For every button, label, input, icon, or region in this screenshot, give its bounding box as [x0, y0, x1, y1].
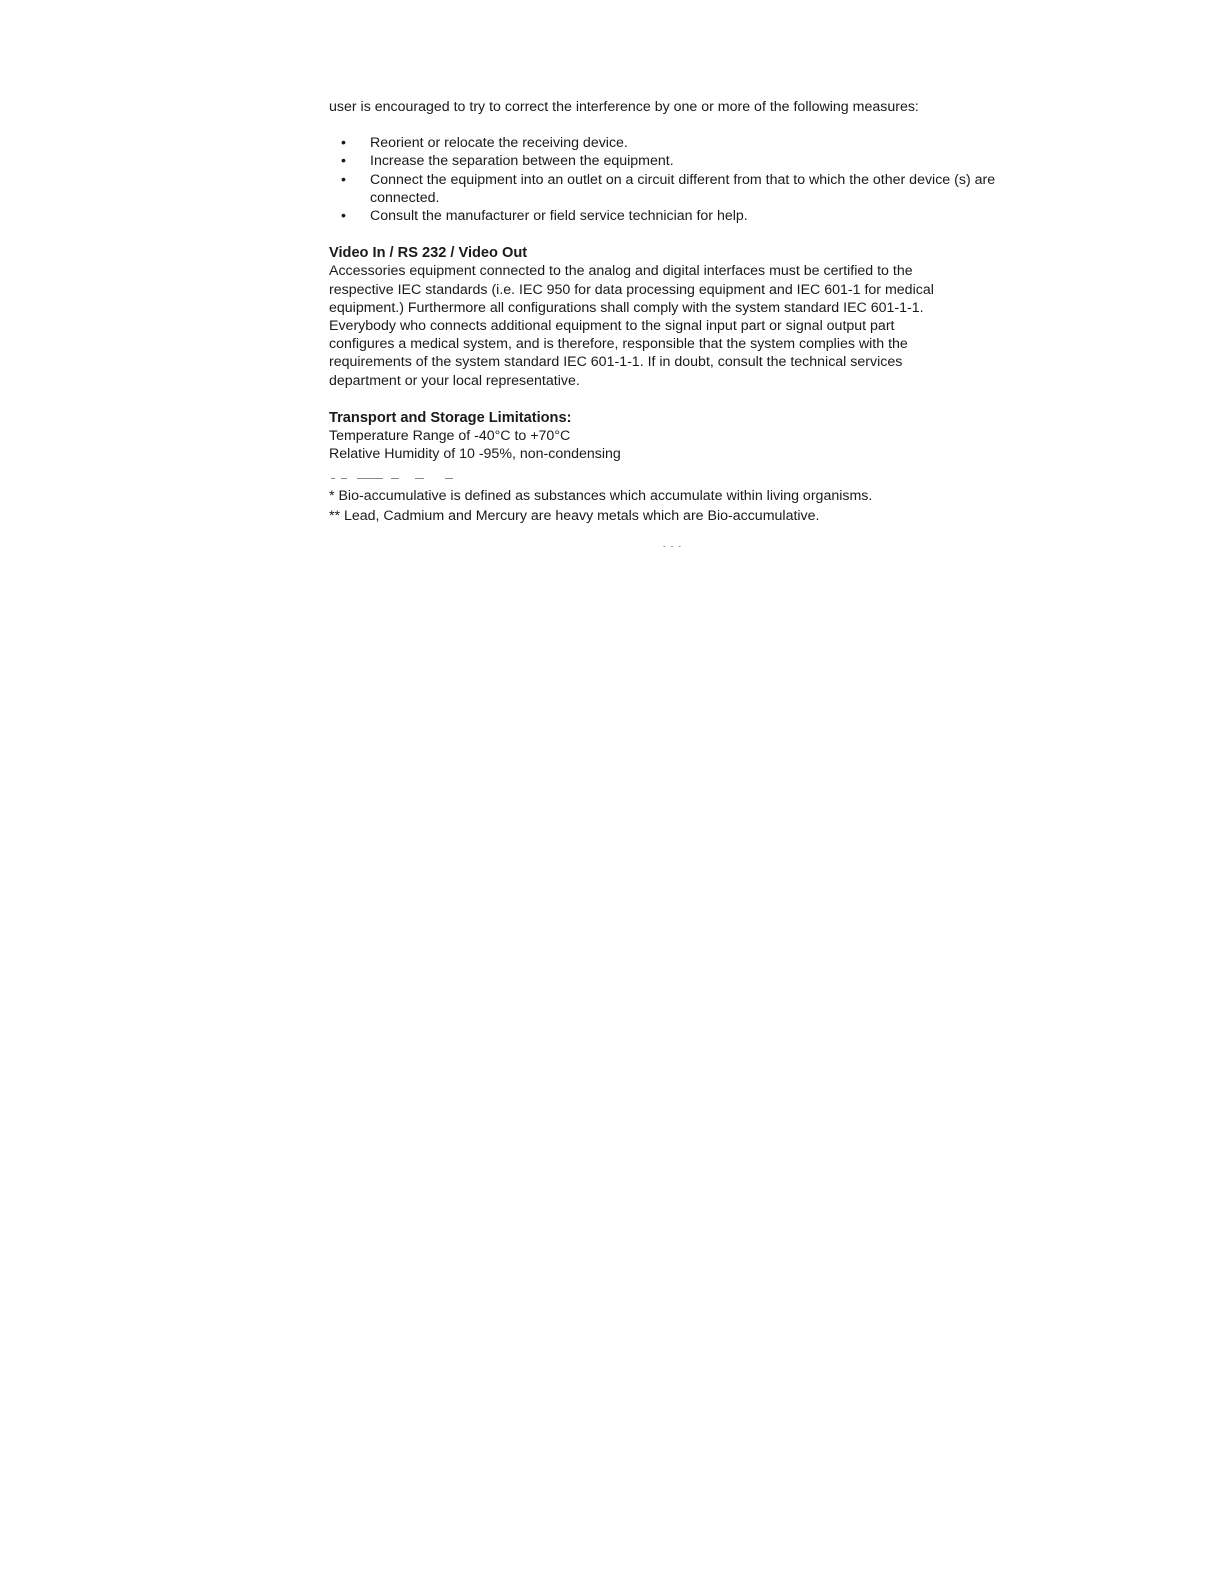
list-item	[329, 171, 1049, 207]
list-item-text: Reorient or relocate the receiving device.	[370, 135, 628, 152]
body-line: department or your local representative.	[329, 372, 580, 389]
page-marker: - - -	[663, 541, 682, 551]
footnote-heavy-metals: ** Lead, Cadmium and Mercury are heavy metals which are Bio-accumulative.	[329, 507, 820, 524]
body-line: respective IEC standards (i.e. IEC 950 for data processing equipment and IEC 601-1 for medical	[329, 281, 934, 298]
body-line: equipment.) Furthermore all configurations shall comply with the system standard IEC 601-1-1.	[329, 299, 924, 316]
footnote-divider	[329, 475, 1049, 485]
bullet-icon: •	[341, 171, 346, 188]
temperature-range: Temperature Range of -40°C to +70°C	[329, 428, 571, 445]
list-item-text: Consult the manufacturer or field service technician for help.	[370, 208, 748, 225]
bullet-icon: •	[341, 208, 346, 225]
list-item	[329, 152, 1049, 170]
footnotes	[329, 487, 1049, 524]
list-item-text: Increase the separation between the equipment.	[370, 153, 674, 170]
transport-section-heading: Transport and Storage Limitations:	[329, 409, 572, 426]
intro-paragraph: user is encouraged to try to correct the interference by one or more of the following measures:	[329, 99, 919, 115]
list-item	[329, 134, 1049, 152]
body-line: Accessories equipment connected to the analog and digital interfaces must be certified to the	[329, 263, 913, 280]
video-section-body	[329, 262, 1049, 389]
bullet-icon: •	[341, 135, 346, 152]
body-line: Everybody who connects additional equipment to the signal input part or signal output part	[329, 318, 895, 335]
list-item-text: Connect the equipment into an outlet on a circuit different from that to which the other device (s) are connected.	[370, 171, 996, 206]
relative-humidity: Relative Humidity of 10 -95%, non-condensing	[329, 446, 621, 463]
measures-list	[329, 134, 1049, 225]
transport-specs	[329, 427, 1049, 463]
footnote-bio-accumulative: * Bio-accumulative is defined as substances which accumulate within living organisms.	[329, 488, 873, 505]
video-section-heading: Video In / RS 232 / Video Out	[329, 245, 528, 262]
page-content	[329, 98, 1049, 526]
list-item	[329, 207, 1049, 225]
bullet-icon: •	[341, 153, 346, 170]
body-line: configures a medical system, and is therefore, responsible that the system complies with the	[329, 336, 908, 353]
body-line: requirements of the system standard IEC 601-1-1. If in doubt, consult the technical services	[329, 354, 903, 371]
